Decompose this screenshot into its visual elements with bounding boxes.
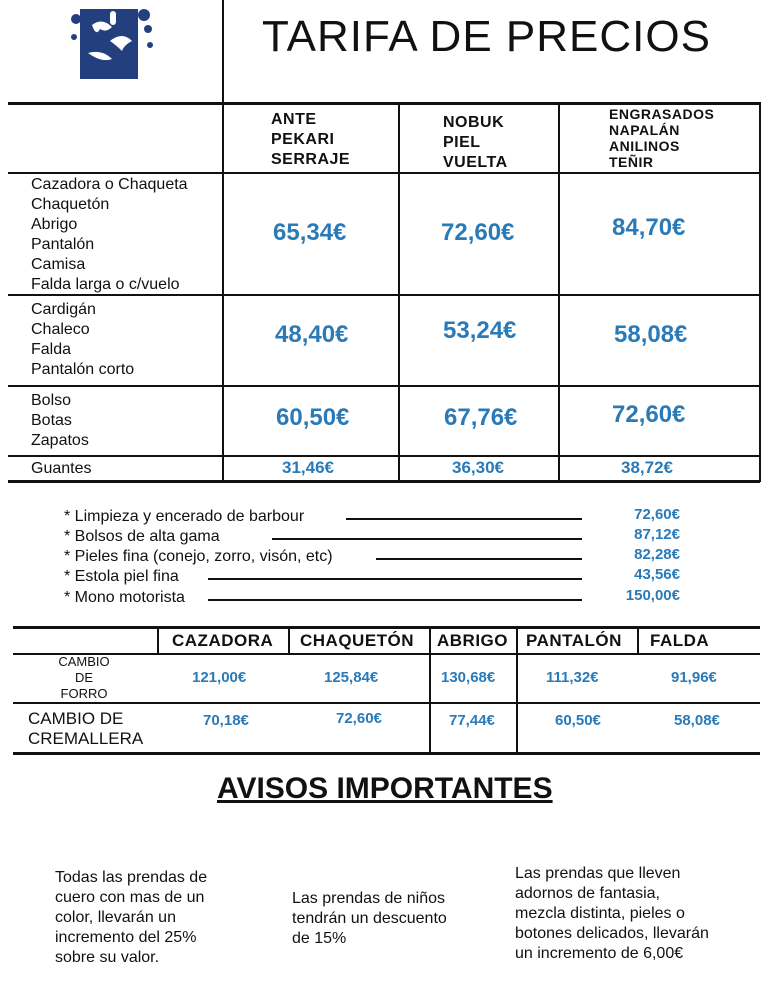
notice-text: Las prendas que lleven adornos de fantasia, mezcla distinta, pieles o botones delicados, llevarán un incremento de 6,00€ [515, 865, 709, 962]
repair-header: ABRIGO [437, 631, 508, 650]
price-cell: 70,18€ [203, 712, 249, 729]
repair-header: PANTALÓN [526, 631, 622, 650]
row-divider [8, 172, 760, 174]
price-cell: 125,84€ [324, 669, 379, 686]
col-divider [222, 102, 224, 482]
extra-item-price: 43,56€ [634, 566, 680, 583]
logo [70, 5, 155, 80]
price-cell: 60,50€ [276, 404, 350, 431]
extra-item-price: 87,12€ [634, 526, 680, 543]
row-divider [13, 702, 760, 704]
col-divider [558, 102, 560, 482]
extra-item-label: * Estola piel fina [64, 568, 185, 586]
repair-row-label: CAMBIO DE CREMALLERA [28, 709, 144, 748]
price-cell: 58,08€ [614, 321, 688, 348]
price-cell: 60,50€ [555, 712, 601, 729]
row-items: Bolso Botas Zapatos [31, 392, 89, 449]
extra-item-price: 150,00€ [625, 587, 680, 604]
extra-item-label: * Bolsos de alta gama [64, 528, 226, 546]
row-items: Cazadora o Chaqueta Chaquetón Abrigo Pantalón Camisa Falda larga o c/vuelo [31, 176, 188, 293]
notice-text: Todas las prendas de cuero con mas de un color, llevarán un incremento del 25% sobre su valor. [55, 869, 208, 966]
row-divider [8, 455, 760, 457]
repair-row-label: CAMBIO DE FORRO [58, 654, 110, 701]
price-cell: 72,60€ [336, 710, 382, 727]
price-cell: 130,68€ [441, 669, 496, 686]
price-cell: 48,40€ [275, 321, 349, 348]
col-divider [288, 626, 290, 654]
price-cell: 31,46€ [282, 458, 334, 477]
leader-line [272, 538, 582, 540]
row-items: Guantes [31, 460, 92, 477]
leader-line [208, 578, 582, 580]
extra-item-label: * Mono motorista [64, 589, 191, 607]
price-cell: 38,72€ [621, 458, 673, 477]
price-cell: 84,70€ [612, 214, 686, 241]
price-cell: 77,44€ [449, 712, 495, 729]
table-top-border [8, 102, 760, 105]
col-divider [516, 626, 518, 754]
repair-header: CHAQUETÓN [300, 631, 415, 650]
row-divider [8, 385, 760, 387]
leader-line [208, 599, 582, 601]
column-header-ante: ANTE PEKARI SERRAJE [271, 111, 351, 168]
table-bottom-border [13, 752, 760, 755]
col-divider [157, 626, 159, 654]
price-cell: 53,24€ [443, 317, 517, 344]
price-cell: 72,60€ [612, 401, 686, 428]
column-header-nobuk: NOBUK PIEL VUELTA [443, 114, 508, 171]
row-items: Cardigán Chaleco Falda Pantalón corto [31, 301, 135, 378]
col-divider [637, 626, 639, 654]
leader-line [346, 518, 582, 520]
price-cell: 121,00€ [192, 669, 247, 686]
price-cell: 72,60€ [441, 219, 515, 246]
col-divider [429, 626, 431, 754]
price-cell: 111,32€ [546, 669, 599, 686]
price-cell: 58,08€ [674, 712, 720, 729]
extra-item-price: 72,60€ [634, 506, 680, 523]
column-header-engrasados: ENGRASADOS NAPALÁN ANILINOS TEÑIR [609, 106, 715, 170]
extra-item-price: 82,28€ [634, 546, 680, 563]
notices-title: AVISOS IMPORTANTES [217, 772, 553, 805]
extra-item-label: * Limpieza y encerado de barbour [64, 508, 310, 526]
price-cell: 65,34€ [273, 219, 347, 246]
repair-header: FALDA [650, 631, 710, 650]
col-divider [398, 102, 400, 482]
price-cell: 67,76€ [444, 404, 518, 431]
extra-item-label: * Pieles fina (conejo, zorro, visón, etc) [64, 548, 339, 566]
page-title: TARIFA DE PRECIOS [262, 12, 711, 61]
notice-text: Las prendas de niños tendrán un descuento de 15% [292, 890, 447, 947]
repair-header: CAZADORA [172, 631, 274, 650]
splash-logo-icon [70, 5, 155, 80]
header-divider [222, 0, 224, 103]
price-cell: 36,30€ [452, 458, 504, 477]
table-bottom-border [8, 480, 760, 483]
leader-line [376, 558, 582, 560]
table-top-border [13, 626, 760, 629]
price-cell: 91,96€ [671, 669, 717, 686]
col-divider [759, 102, 761, 482]
